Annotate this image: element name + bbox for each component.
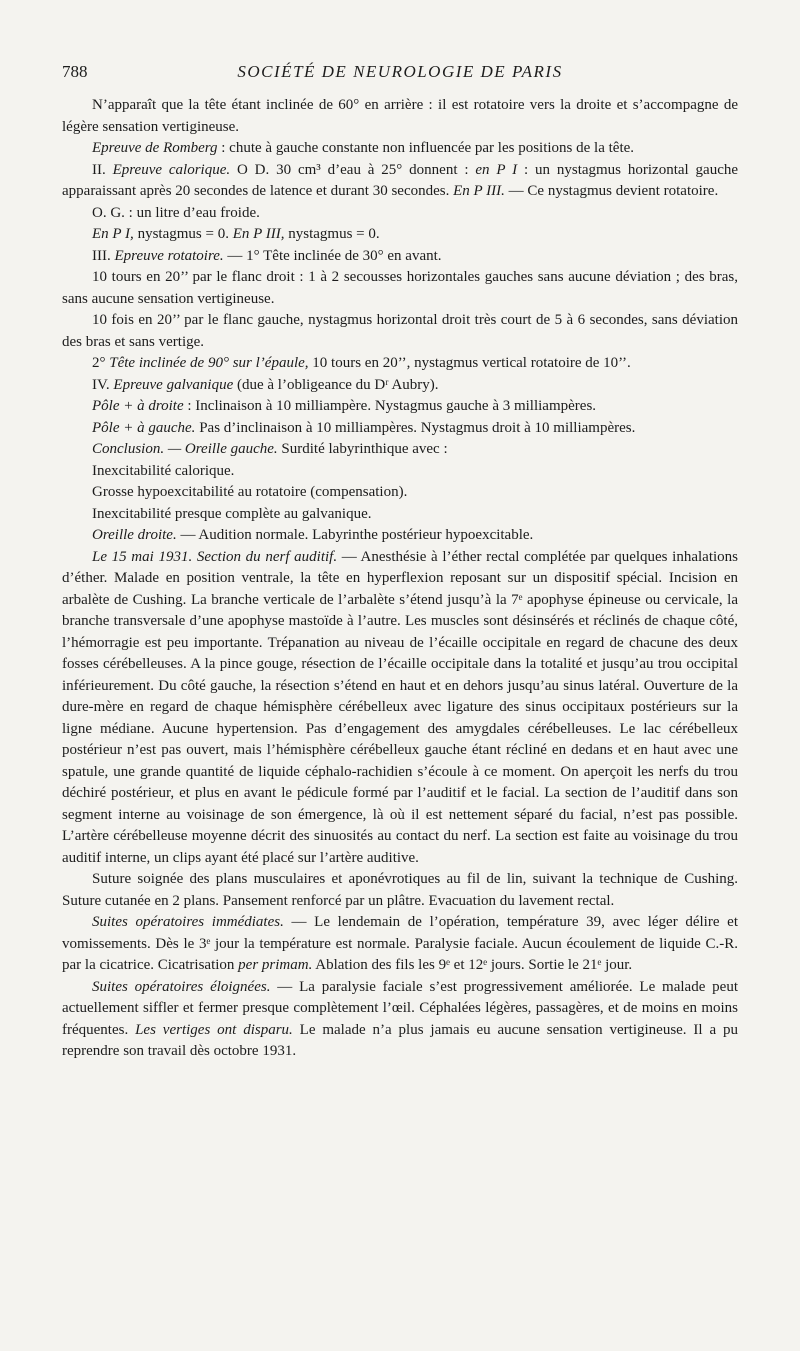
paragraph bbox=[62, 375, 738, 397]
italic-text: Epreuve de Romberg bbox=[92, 140, 218, 156]
italic-text: Les vertiges ont disparu. bbox=[135, 1021, 293, 1038]
text-run: III. bbox=[92, 247, 115, 264]
text-run: — Anesthésie à l’éther rectal complétée par quelques inhalations d’éther. Malade en position ventrale, la tête en hyperflexion reposant sur un dispositif spécial. Incision en arbalète de Cushing. La branche verticale de l’arbalète s’étend jusqu’à la 7ᵉ apophyse épineuse ou cervicale, la branche transversale d’une apophyse mastoïde à l’autre. Les muscles sont désinsérés et réclinés de chaque côté, l’hémorragie est peu importante. Trépanation au niveau de l’écaille occipitale en regard de chacune des deux fosses cérébelleuses. A la pince gouge, résection de l’écaille occipitale dans la totalité et jusqu’au trou occipital inférieurement. Du côté gauche, la résection s’étend en haut et en dehors jusqu’au sinus latéral. Ouverture de la dure-mère en regard de chaque hémisphère cérébelleux avec ligature des sinus occipitaux postérieurs sur la ligne médiane. Aucune hypertension. Pas d’engagement des amygdales cérébelleuses. Le lac cérébelleux postérieur n’est pas ouvert, mais l’hémisphère cérébelleux gauche étant récliné en dedans et en haut avec une spatule, une grande quantité de liquide céphalo-rachidien s’écoule à ce moment. On aperçoit les nerfs du trou déchiré postérieur, et plus en avant le pédicule formé par l’auditif et le facial. La section de l’auditif dans son segment interne au voisinage de son émergence, là où il est nettement séparé du facial, n’est pas possible. L’artère cérébelleuse moyenne décrit des sinuosités au contact du nerf. La section est faite au voisinage du trou auditif interne, un clips ayant été placé sur l’artère auditive. bbox=[62, 548, 738, 866]
italic-text: Suites opératoires éloignées. bbox=[92, 978, 271, 995]
italic-text: per primam. bbox=[238, 957, 313, 973]
text-run: IV. bbox=[92, 376, 114, 393]
text-run: Pas d’inclinaison à 10 milliampères. Nystagmus droit à 10 milliampères. bbox=[195, 419, 636, 436]
text-run: — Le lendemain de l’opération, température 39, avec léger délire et vomissements. Dès le 3ᵉ jour la température est normale. Paralysie faciale. Aucun écoulement de liquide C.-R. par la cicatrice. Cicatrisation bbox=[62, 914, 738, 973]
italic-text: Pôle + à gauche. bbox=[92, 419, 196, 436]
text-run: : un nystagmus horizontal gauche apparaissant après 20 secondes de latence et durant 30 secondes. bbox=[62, 161, 739, 199]
paragraph bbox=[62, 461, 738, 483]
document-body bbox=[62, 95, 738, 1063]
text-run: Le malade n’a plus jamais eu aucune sensation vertigineuse. Il a pu reprendre son travail dès octobre 1931. bbox=[62, 1021, 738, 1059]
paragraph bbox=[62, 310, 738, 353]
text-run: Ablation des fils les 9ᵉ et 12ᵉ jours. Sortie le 21ᵉ jour. bbox=[312, 957, 633, 973]
paragraph bbox=[62, 418, 738, 440]
text-run: : chute à gauche constante non influencée par les positions de la tête. bbox=[217, 140, 635, 156]
text-run: nystagmus = 0. bbox=[284, 226, 380, 242]
italic-text: en P I bbox=[475, 161, 518, 178]
page-header bbox=[62, 62, 738, 88]
italic-text: Epreuve galvanique bbox=[113, 376, 234, 393]
paragraph bbox=[62, 267, 738, 310]
paragraph bbox=[62, 525, 738, 547]
italic-text: Le 15 mai 1931. Section du nerf auditif. bbox=[92, 548, 338, 565]
paragraph bbox=[62, 246, 738, 268]
text-run: Suture soignée des plans musculaires et aponévrotiques au fil de lin, suivant la technique de Cushing. Suture cutanée en 2 plans. Pansement renforcé par un plâtre. Evacuation du lavement rectal. bbox=[62, 871, 738, 909]
text-run: nystagmus = 0. bbox=[133, 226, 233, 242]
paragraph bbox=[62, 439, 738, 461]
text-run: Surdité labyrinthique avec : bbox=[277, 441, 448, 457]
text-run: — La paralysie faciale s’est progressivement améliorée. Le malade peut actuellement siffler et fermer presque complètement l’œil. Céphalées légères, passagères, et de moins en moins fréquentes. bbox=[62, 978, 738, 1038]
text-run: O. G. : un litre d’eau froide. bbox=[92, 204, 260, 221]
paragraph bbox=[62, 869, 738, 912]
paragraph bbox=[62, 504, 738, 526]
paragraph bbox=[62, 160, 738, 203]
paragraph bbox=[62, 138, 738, 160]
italic-text: Oreille droite. bbox=[92, 527, 177, 543]
italic-text: Pôle + à droite bbox=[92, 398, 184, 414]
text-run: 10 tours en 20’’ par le flanc droit : 1 à 2 secousses horizontales gauches sans aucune déviation ; des bras, sans aucune sensation vertigineuse. bbox=[62, 269, 738, 307]
italic-text: Tête inclinée de 90° sur l’épaule, bbox=[109, 355, 309, 371]
paragraph bbox=[62, 95, 738, 138]
text-run: Inexcitabilité presque complète au galvanique. bbox=[92, 505, 372, 522]
text-run: Inexcitabilité calorique. bbox=[92, 462, 235, 479]
italic-text: Suites opératoires immédiates. bbox=[92, 914, 284, 930]
paragraph bbox=[62, 353, 738, 375]
italic-text: Conclusion. — Oreille gauche. bbox=[92, 441, 278, 457]
italic-text: Epreuve rotatoire. bbox=[114, 247, 224, 264]
paragraph bbox=[62, 224, 738, 246]
text-run: — Ce nystagmus devient rotatoire. bbox=[504, 183, 719, 199]
paragraph bbox=[62, 547, 738, 870]
text-run: (due à l’obligeance du Dʳ Aubry). bbox=[233, 376, 439, 393]
italic-text: En P III. bbox=[453, 183, 505, 199]
italic-text: En P I, bbox=[92, 226, 134, 242]
text-run: : Inclinaison à 10 milliampère. Nystagmus gauche à 3 milliampères. bbox=[183, 398, 597, 414]
running-title: SOCIÉTÉ DE NEUROLOGIE DE PARIS bbox=[237, 62, 563, 81]
text-run: — 1° Tête inclinée de 30° en avant. bbox=[223, 247, 442, 264]
text-run: 2° bbox=[92, 355, 110, 371]
text-run: — Audition normale. Labyrinthe postérieur hypoexcitable. bbox=[176, 527, 534, 543]
italic-text: Epreuve calorique. bbox=[112, 161, 231, 178]
text-run: Grosse hypoexcitabilité au rotatoire (compensation). bbox=[92, 484, 408, 500]
italic-text: En P III, bbox=[232, 226, 285, 242]
paragraph bbox=[62, 482, 738, 504]
paragraph bbox=[62, 396, 738, 418]
page-number: 788 bbox=[62, 62, 88, 81]
text-run: II. bbox=[92, 161, 113, 178]
text-run: 10 fois en 20’’ par le flanc gauche, nystagmus horizontal droit très court de 5 à 6 secondes, sans déviation des bras et sans vertige. bbox=[62, 312, 738, 350]
paragraph bbox=[62, 912, 738, 977]
text-run: O D. 30 cm³ d’eau à 25° donnent : bbox=[230, 161, 476, 178]
paragraph bbox=[62, 977, 738, 1063]
text-run: 10 tours en 20’’, nystagmus vertical rotatoire de 10’’. bbox=[308, 355, 631, 371]
text-run: N’apparaît que la tête étant inclinée de 60° en arrière : il est rotatoire vers la droite et s’accompagne de légère sensation vertigineuse. bbox=[62, 97, 738, 135]
paragraph bbox=[62, 203, 738, 225]
